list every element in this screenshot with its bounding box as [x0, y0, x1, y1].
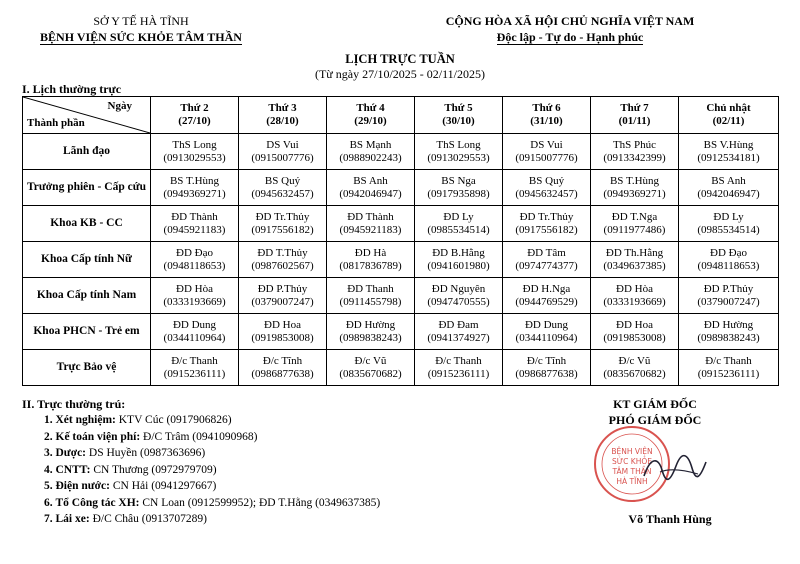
staff-phone: (0945632457) — [251, 187, 314, 200]
schedule-cell — [591, 242, 679, 278]
schedule-cell — [591, 206, 679, 242]
schedule-cell — [679, 206, 779, 242]
staff-name: ĐD Hòa — [616, 282, 653, 295]
stamp-line-3: TÂM THẦN — [612, 467, 652, 476]
staff-name: ĐD Tr.Thủy — [255, 210, 310, 223]
staff-phone: (0915007776) — [251, 151, 314, 164]
schedule-cell — [239, 170, 327, 206]
duty-role: Dược: — [55, 447, 87, 459]
staff-phone: (0974774377) — [515, 259, 578, 272]
staff-name: Đ/c Thanh — [705, 354, 752, 367]
duty-list — [44, 412, 464, 528]
staff-name: BS Mạnh — [349, 138, 392, 151]
corner-role-label: Thành phần — [27, 117, 85, 129]
staff-phone: (0915236111) — [697, 367, 760, 380]
staff-name: ĐD Thanh — [347, 282, 394, 295]
table-row — [23, 206, 779, 242]
schedule-cell — [591, 278, 679, 314]
day-header: Thứ 4 (29/10) — [327, 97, 415, 134]
row-label: Khoa KB - CC — [23, 206, 151, 242]
staff-phone: (0379007247) — [697, 295, 760, 308]
staff-name: ĐD Dung — [172, 318, 217, 331]
staff-name: BS Quý — [264, 174, 301, 187]
stamp-line-4: HÀ TĨNH — [616, 477, 648, 486]
duty-contact: CN Loan (0912599952); ĐD T.Hằng (0349637385) — [142, 496, 381, 509]
table-corner-cell — [23, 97, 151, 134]
staff-name: BS Anh — [711, 174, 746, 187]
schedule-cell — [151, 170, 239, 206]
staff-phone: (0913029553) — [163, 151, 226, 164]
staff-phone: (0949369271) — [163, 187, 226, 200]
row-label: Trưởng phiên - Cấp cứu — [23, 170, 151, 206]
duty-number: 2. — [44, 430, 53, 443]
duty-number: 1. — [44, 414, 53, 426]
staff-name: ThS Phúc — [612, 138, 657, 151]
duty-role: Lái xe: — [55, 513, 90, 525]
staff-phone: (0349637385) — [603, 259, 666, 272]
staff-name: DS Vui — [266, 138, 299, 151]
schedule-cell — [679, 314, 779, 350]
staff-name: ĐD Hường — [345, 318, 396, 331]
staff-phone: (0835670682) — [603, 367, 666, 380]
staff-phone: (0987602567) — [251, 259, 314, 272]
staff-name: ĐD Thành — [347, 210, 394, 223]
staff-name: Đ/c Thanh — [171, 354, 218, 367]
schedule-cell — [239, 242, 327, 278]
schedule-cell — [239, 350, 327, 386]
staff-name: ĐD Nguyên — [431, 282, 486, 295]
staff-phone: (0917556182) — [251, 223, 314, 236]
schedule-cell — [239, 278, 327, 314]
duty-contact: Đ/C Châu (0913707289) — [92, 513, 207, 525]
staff-name: Đ/c Tĩnh — [526, 354, 567, 367]
row-label: Trực Bảo vệ — [23, 350, 151, 386]
stamp-line-2: SỨC KHỎE — [611, 457, 653, 466]
staff-name: Đ/c Vũ — [618, 354, 651, 367]
duty-role: CNTT: — [55, 463, 91, 476]
duty-item — [44, 495, 464, 512]
staff-phone: (0379007247) — [251, 295, 314, 308]
staff-phone: (0989838243) — [697, 331, 760, 344]
staff-name: ThS Long — [172, 138, 217, 151]
staff-phone: (0944769529) — [515, 295, 578, 308]
staff-name: ĐD Hường — [703, 318, 754, 331]
staff-phone: (0941374927) — [427, 331, 490, 344]
schedule-cell — [327, 242, 415, 278]
schedule-cell — [327, 314, 415, 350]
staff-phone: (0917935898) — [427, 187, 490, 200]
schedule-cell — [415, 242, 503, 278]
schedule-cell — [151, 242, 239, 278]
schedule-cell — [503, 242, 591, 278]
duty-contact: Đ/C Trâm (0941090968) — [143, 430, 258, 443]
table-header-row — [23, 97, 779, 134]
schedule-cell — [503, 278, 591, 314]
staff-name: ĐD Hoa — [264, 318, 301, 331]
schedule-cell — [415, 314, 503, 350]
schedule-cell — [679, 242, 779, 278]
staff-name: Đ/c Thanh — [435, 354, 482, 367]
day-header: Thứ 2 (27/10) — [151, 97, 239, 134]
staff-name: BS Anh — [353, 174, 388, 187]
staff-phone: (0344110964) — [515, 331, 578, 344]
staff-phone: (0835670682) — [339, 367, 402, 380]
duty-number: 7. — [44, 513, 53, 525]
schedule-table — [22, 96, 779, 386]
staff-phone: (0817836789) — [339, 259, 402, 272]
staff-name: ĐD Hoa — [616, 318, 653, 331]
table-row — [23, 170, 779, 206]
day-header: Thứ 5 (30/10) — [415, 97, 503, 134]
staff-name: Đ/c Vũ — [354, 354, 387, 367]
national-motto-text: Độc lập - Tự do - Hạnh phúc — [496, 30, 644, 44]
staff-phone: (0333193669) — [603, 295, 666, 308]
row-label: Khoa Cấp tính Nữ — [23, 242, 151, 278]
schedule-cell — [591, 350, 679, 386]
schedule-cell — [591, 170, 679, 206]
staff-phone: (0948118653) — [163, 259, 226, 272]
staff-name: ĐD Đạo — [176, 246, 213, 259]
schedule-cell — [591, 134, 679, 170]
signature-subtitle: PHÓ GIÁM ĐỐC — [608, 413, 702, 427]
staff-name: ĐD Tr.Thủy — [519, 210, 574, 223]
staff-phone: (0986877638) — [251, 367, 314, 380]
staff-name: ĐD T.Thủy — [257, 246, 308, 259]
duty-item — [44, 511, 464, 528]
duty-role: Tổ Công tác XH: — [55, 496, 140, 509]
duty-item — [44, 429, 464, 446]
schedule-cell — [151, 278, 239, 314]
schedule-cell — [415, 278, 503, 314]
national-motto — [420, 30, 720, 45]
staff-name: ĐD B.Hằng — [432, 246, 485, 259]
staff-name: ĐD H.Nga — [522, 282, 571, 295]
staff-name: BS Quý — [528, 174, 565, 187]
table-row — [23, 134, 779, 170]
row-label: Lãnh đạo — [23, 134, 151, 170]
schedule-cell — [327, 278, 415, 314]
signature-title: KT GIÁM ĐỐC — [613, 397, 697, 411]
staff-name: ĐD Ly — [713, 210, 744, 223]
schedule-cell — [415, 134, 503, 170]
table-row — [23, 242, 779, 278]
duty-contact: CN Hải (0941297667) — [112, 480, 217, 492]
schedule-cell — [679, 134, 779, 170]
schedule-cell — [679, 350, 779, 386]
staff-phone: (0344110964) — [163, 331, 226, 344]
schedule-cell — [239, 134, 327, 170]
staff-name: ĐD Đạo — [710, 246, 747, 259]
schedule-cell — [151, 314, 239, 350]
staff-phone: (0986877638) — [515, 367, 578, 380]
hospital-name — [22, 30, 260, 45]
staff-phone: (0917556182) — [515, 223, 578, 236]
duty-number: 4. — [44, 463, 53, 476]
staff-phone: (0945921183) — [339, 223, 402, 236]
schedule-cell — [415, 206, 503, 242]
staff-phone: (0985534514) — [697, 223, 760, 236]
schedule-cell — [327, 206, 415, 242]
staff-phone: (0989838243) — [339, 331, 402, 344]
schedule-cell — [151, 206, 239, 242]
schedule-cell — [415, 170, 503, 206]
staff-phone: (0919853008) — [603, 331, 666, 344]
duty-item — [44, 445, 464, 462]
staff-name: BS T.Hùng — [169, 174, 220, 187]
corner-day-label: Ngày — [107, 100, 132, 112]
duty-number: 5. — [44, 480, 53, 492]
schedule-cell — [151, 134, 239, 170]
duty-contact: CN Thương (0972979709) — [93, 463, 217, 476]
staff-name: ĐD Đam — [438, 318, 479, 331]
table-row — [23, 278, 779, 314]
day-header: Thứ 3 (28/10) — [239, 97, 327, 134]
schedule-cell — [503, 206, 591, 242]
staff-name: ĐD Tâm — [527, 246, 566, 259]
signature-scribble-icon — [640, 448, 710, 488]
duty-number: 6. — [44, 496, 53, 509]
duty-item — [44, 478, 464, 495]
staff-name: ĐD Hòa — [176, 282, 213, 295]
table-row — [23, 350, 779, 386]
staff-phone: (0941601980) — [427, 259, 490, 272]
staff-name: BS V.Hùng — [703, 138, 754, 151]
staff-phone: (0948118653) — [697, 259, 760, 272]
staff-phone: (0915236111) — [427, 367, 490, 380]
staff-phone: (0945632457) — [515, 187, 578, 200]
duty-role: Điện nước: — [55, 480, 110, 492]
department-name: SỞ Y TẾ HÀ TĨNH — [93, 14, 189, 28]
staff-phone: (0988902243) — [339, 151, 402, 164]
schedule-cell — [239, 314, 327, 350]
schedule-cell — [503, 350, 591, 386]
staff-name: BS T.Hùng — [609, 174, 660, 187]
staff-phone: (0947470555) — [427, 295, 490, 308]
row-label: Khoa PHCN - Trẻ em — [23, 314, 151, 350]
staff-phone: (0942046947) — [339, 187, 402, 200]
staff-name: ThS Long — [436, 138, 481, 151]
staff-phone: (0915007776) — [515, 151, 578, 164]
duty-contact: KTV Cúc (0917906826) — [118, 414, 232, 426]
staff-name: ĐD Dung — [524, 318, 569, 331]
duty-role: Kế toán viện phí: — [55, 430, 141, 443]
schedule-cell — [679, 278, 779, 314]
national-title: CỘNG HÒA XÃ HỘI CHỦ NGHĨA VIỆT NAM — [445, 14, 695, 28]
staff-name: ĐD P.Thủy — [703, 282, 754, 295]
schedule-cell — [151, 350, 239, 386]
staff-phone: (0985534514) — [427, 223, 490, 236]
staff-name: ĐD T.Nga — [611, 210, 658, 223]
hospital-name-text: BỆNH VIỆN SỨC KHỎE TÂM THẦN — [40, 30, 242, 44]
schedule-cell — [327, 350, 415, 386]
schedule-cell — [239, 206, 327, 242]
schedule-cell — [591, 314, 679, 350]
staff-name: ĐD Hà — [354, 246, 387, 259]
staff-phone: (0911977486) — [603, 223, 666, 236]
signer-name: Võ Thanh Hùng — [628, 512, 712, 526]
duty-item — [44, 412, 464, 429]
schedule-cell — [503, 134, 591, 170]
staff-name: ĐD P.Thủy — [257, 282, 308, 295]
day-header: Thứ 6 (31/10) — [503, 97, 591, 134]
schedule-cell — [415, 350, 503, 386]
staff-name: ĐD Th.Hằng — [605, 246, 664, 259]
table-row — [23, 314, 779, 350]
duty-item — [44, 462, 464, 479]
stamp-line-1: BỆNH VIỆN — [611, 447, 653, 456]
section-2-heading: II. Trực thường trú: — [22, 397, 126, 411]
staff-phone: (0915236111) — [163, 367, 226, 380]
duty-role: Xét nghiệm: — [55, 414, 116, 426]
schedule-cell — [327, 134, 415, 170]
duty-contact: DS Huyền (0987363696) — [88, 447, 206, 459]
staff-name: DS Vui — [530, 138, 563, 151]
staff-phone: (0949369271) — [603, 187, 666, 200]
day-header: Chủ nhật (02/11) — [679, 97, 779, 134]
staff-phone: (0942046947) — [697, 187, 760, 200]
staff-name: Đ/c Tĩnh — [262, 354, 303, 367]
staff-phone: (0912534181) — [697, 151, 760, 164]
staff-phone: (0333193669) — [163, 295, 226, 308]
section-1-heading: I. Lịch thường trực — [22, 82, 122, 96]
staff-phone: (0913342399) — [603, 151, 666, 164]
staff-phone: (0945921183) — [163, 223, 226, 236]
page-title: LỊCH TRỰC TUẦN — [345, 52, 455, 66]
staff-name: BS Nga — [441, 174, 476, 187]
schedule-cell — [679, 170, 779, 206]
staff-phone: (0911455798) — [339, 295, 402, 308]
staff-phone: (0913029553) — [427, 151, 490, 164]
row-label: Khoa Cấp tính Nam — [23, 278, 151, 314]
schedule-cell — [503, 170, 591, 206]
schedule-cell — [503, 314, 591, 350]
page-subtitle: (Từ ngày 27/10/2025 - 02/11/2025) — [314, 67, 486, 81]
day-header: Thứ 7 (01/11) — [591, 97, 679, 134]
staff-name: ĐD Ly — [443, 210, 474, 223]
schedule-cell — [327, 170, 415, 206]
staff-name: ĐD Thành — [171, 210, 218, 223]
staff-phone: (0919853008) — [251, 331, 314, 344]
duty-number: 3. — [44, 447, 53, 459]
